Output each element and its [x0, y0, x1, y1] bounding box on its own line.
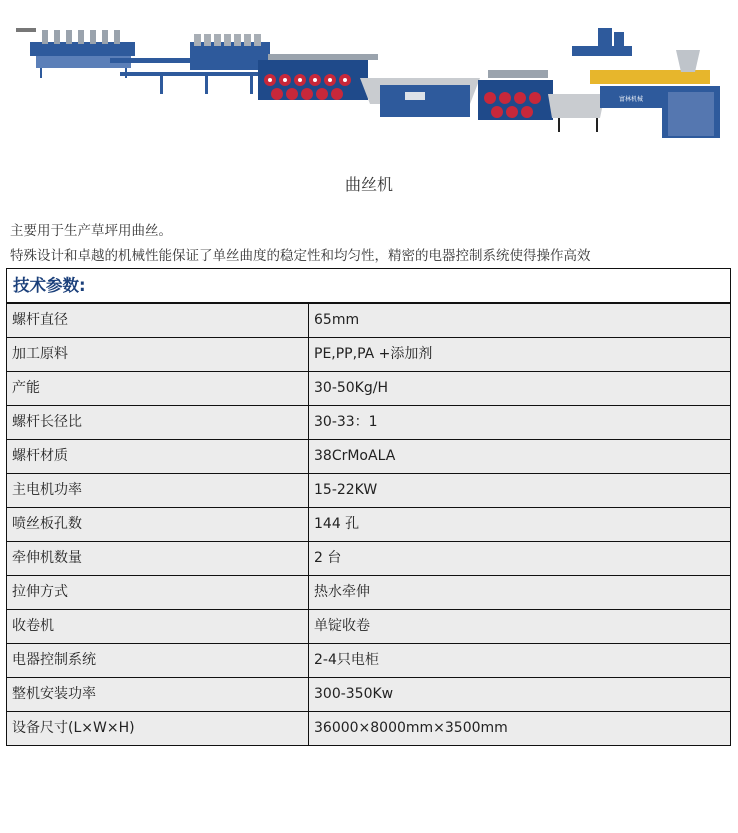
table-row: [7, 541, 730, 575]
table-row: [7, 575, 730, 609]
spec-value: 36000×8000mm×3500mm: [314, 720, 508, 736]
spec-value: 30-33：1: [314, 414, 378, 430]
spec-value: 热水牵伸: [314, 584, 370, 600]
specs-heading: 技术参数:: [7, 269, 730, 303]
spec-value: 65mm: [314, 312, 360, 328]
table-row: [7, 473, 730, 507]
spec-key: 主电机功率: [7, 474, 309, 507]
godet-stand-2: [478, 70, 553, 120]
spec-value: 30-50Kg/H: [314, 380, 388, 396]
table-row: [7, 643, 730, 677]
machine-logo: 富林机械: [618, 96, 644, 103]
table-row: [7, 439, 730, 473]
product-description-2: 特殊设计和卓越的机械性能保证了单丝曲度的稳定性和均匀性，精密的电器控制系统使得操作高效: [10, 248, 591, 264]
table-row: [7, 507, 730, 541]
table-row: [7, 303, 730, 337]
table-row: [7, 677, 730, 711]
godet-stand-1: [258, 54, 378, 100]
table-row: [7, 371, 730, 405]
table-row: [7, 711, 730, 745]
spec-value: 38CrMoALA: [314, 448, 396, 464]
product-description-1: 主要用于生产草坪用曲丝。: [10, 223, 172, 239]
spec-key: 螺杆长径比: [7, 406, 309, 439]
water-bath-2: [548, 94, 605, 132]
spec-key: 拉伸方式: [7, 576, 309, 609]
spec-value: 15-22KW: [314, 482, 378, 498]
spec-value: 2-4只电柜: [314, 652, 379, 668]
spec-key: 收卷机: [7, 610, 309, 643]
product-title: 曲丝机: [344, 175, 393, 194]
spec-key: 喷丝板孔数: [7, 508, 309, 541]
spec-key: 螺杆材质: [7, 440, 309, 473]
spec-value: 单锭收卷: [314, 618, 370, 634]
spec-key: 牵伸机数量: [7, 542, 309, 575]
spec-key: 螺杆直径: [7, 304, 309, 337]
spec-key: 加工原料: [7, 338, 309, 371]
spec-key: 电器控制系统: [7, 644, 309, 677]
table-row: [7, 609, 730, 643]
extruder: [572, 28, 720, 138]
spec-value: 300-350Kw: [314, 686, 394, 702]
spec-key: 产能: [7, 372, 309, 405]
table-row: [7, 337, 730, 371]
winder-unit: [16, 28, 135, 78]
spec-key: 整机安装功率: [7, 678, 309, 711]
water-bath-1: [360, 78, 480, 117]
machine-illustration: [0, 0, 738, 160]
specs-table: [6, 268, 731, 746]
table-row: [7, 405, 730, 439]
spec-key: 设备尺寸(L×W×H): [7, 712, 309, 745]
spec-value: 2 台: [314, 550, 342, 566]
spec-value: PE,PP,PA +添加剂: [314, 346, 433, 362]
spec-value: 144 孔: [314, 516, 360, 532]
